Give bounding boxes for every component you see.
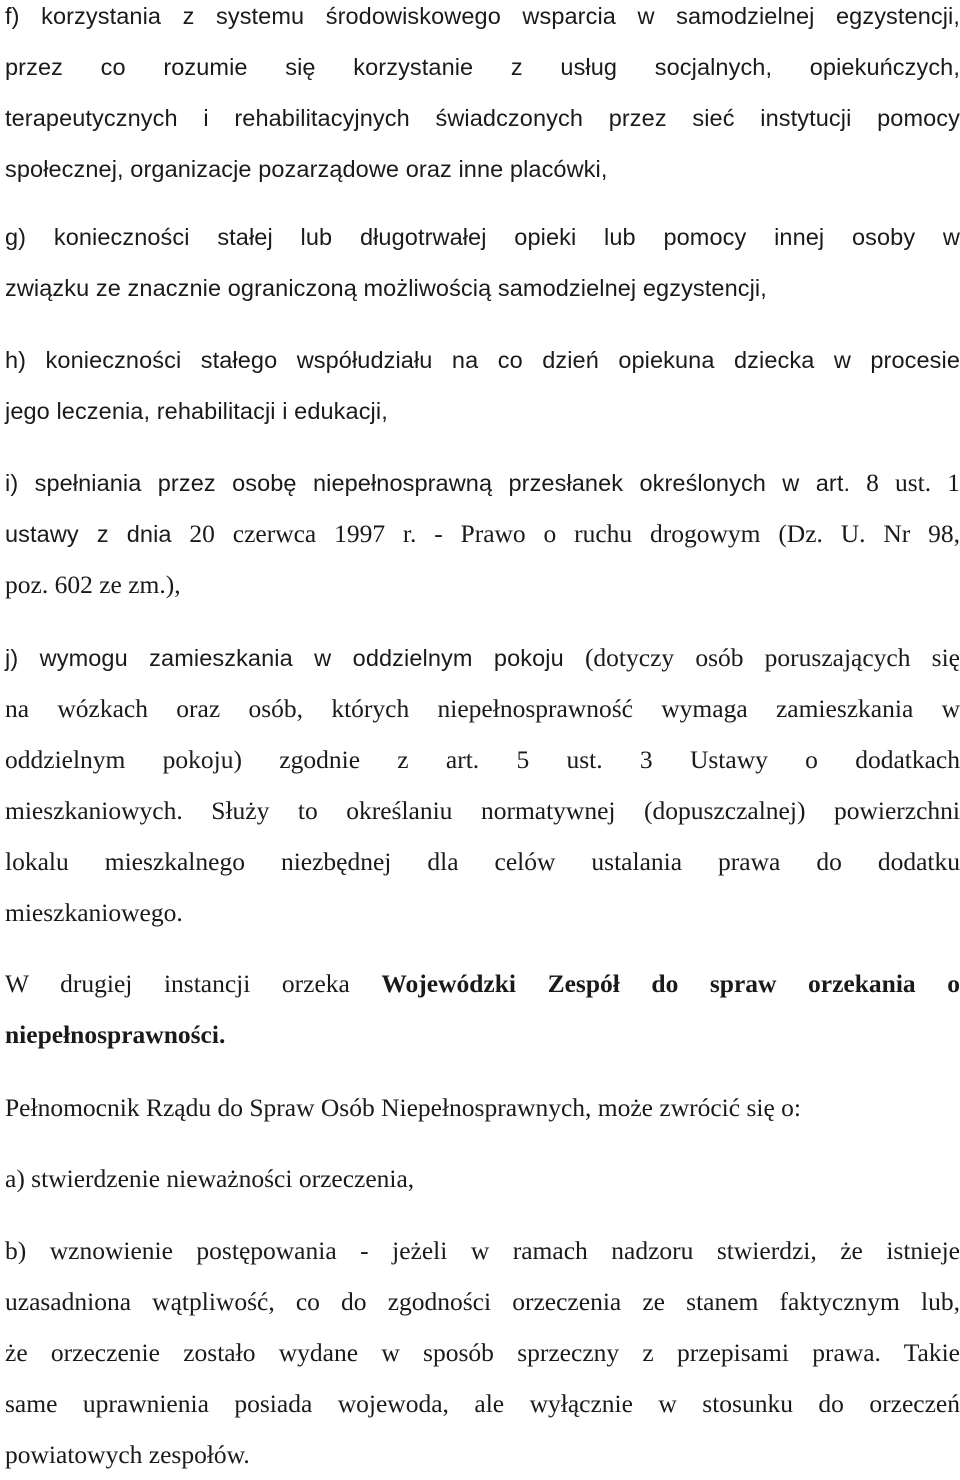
text-run: (dotyczy osób poruszających się [563,643,960,672]
bold-text: Wojewódzki Zespół do spraw orzekania o [381,969,960,998]
paragraph-item-a [5,1153,960,1204]
text-line: uzasadniona wątpliwość, co do zgodności orzeczenia ze stanem faktycznym lub, [5,1287,960,1316]
text-run: i) spełniania przez osobę niepełnosprawną przesłanek określonych w art. [5,470,851,496]
paragraph-item-f [5,0,960,195]
text-line: g) konieczności stałej lub długotrwałej opieki lub pomocy innej osoby w [5,224,960,250]
paragraph-item-j [5,632,960,938]
text-line: związku ze znacznie ograniczoną możliwością samodzielnej egzystencji, [5,275,767,301]
text-run: 20 czerwca 1997 r. - Prawo o ruchu drogowym (Dz. U. Nr 98, [171,519,960,548]
paragraph-second-instance [5,958,960,1060]
text-line [5,508,960,559]
text-run: ustawy z dnia [5,521,172,547]
text-line: terapeutycznych i rehabilitacyjnych świadczonych przez sieć instytucji pomocy [5,105,960,131]
text-run: j) wymogu zamieszkania w oddzielnym pokoju [5,645,564,671]
text-line: same uprawnienia posiada wojewoda, ale wyłącznie w stosunku do orzeczeń [5,1389,960,1418]
text-line: h) konieczności stałego współudziału na co dzień opiekuna dziecka w procesie [5,347,960,373]
text-run: poz. 602 ze zm.), [5,570,181,599]
bold-text: niepełnosprawności. [5,1020,226,1049]
text-line: Pełnomocnik Rządu do Spraw Osób Niepełnosprawnych, może zwrócić się o: [5,1093,801,1122]
paragraph-item-b [5,1225,960,1480]
text-line [5,559,960,610]
text-line: oddzielnym pokoju) zgodnie z art. 5 ust. 3 Ustawy o dodatkach [5,745,960,774]
text-line: lokalu mieszkalnego niezbędnej dla celów ustalania prawa do dodatku [5,847,960,876]
text-line: powiatowych zespołów. [5,1440,250,1469]
text-line [5,1009,960,1060]
text-run: 8 ust. 1 [850,468,960,497]
text-line: mieszkaniowego. [5,898,183,927]
text-line: b) wznowienie postępowania - jeżeli w ramach nadzoru stwierdzi, że istnieje [5,1236,960,1265]
text-line: przez co rozumie się korzystanie z usług socjalnych, opiekuńczych, [5,54,960,80]
paragraph-plenipotentiary [5,1082,960,1133]
text-line [5,632,960,683]
text-line: f) korzystania z systemu środowiskowego wsparcia w samodzielnej egzystencji, [5,3,960,29]
paragraph-item-h [5,335,960,437]
paragraph-item-i [5,457,960,610]
text-line: społecznej, organizacje pozarządowe oraz inne placówki, [5,156,608,182]
text-line [5,457,960,508]
text-line: że orzeczenie zostało wydane w sposób sprzeczny z przepisami prawa. Takie [5,1338,960,1367]
text-line: na wózkach oraz osób, których niepełnosprawność wymaga zamieszkania w [5,694,960,723]
text-line: mieszkaniowych. Służy to określaniu normatywnej (dopuszczalnej) powierzchni [5,796,960,825]
text-line [5,958,960,1009]
text-line: a) stwierdzenie nieważności orzeczenia, [5,1164,415,1193]
paragraph-item-g [5,212,960,314]
text-line: jego leczenia, rehabilitacji i edukacji, [5,398,388,424]
text-run: W drugiej instancji orzeka [5,969,382,998]
